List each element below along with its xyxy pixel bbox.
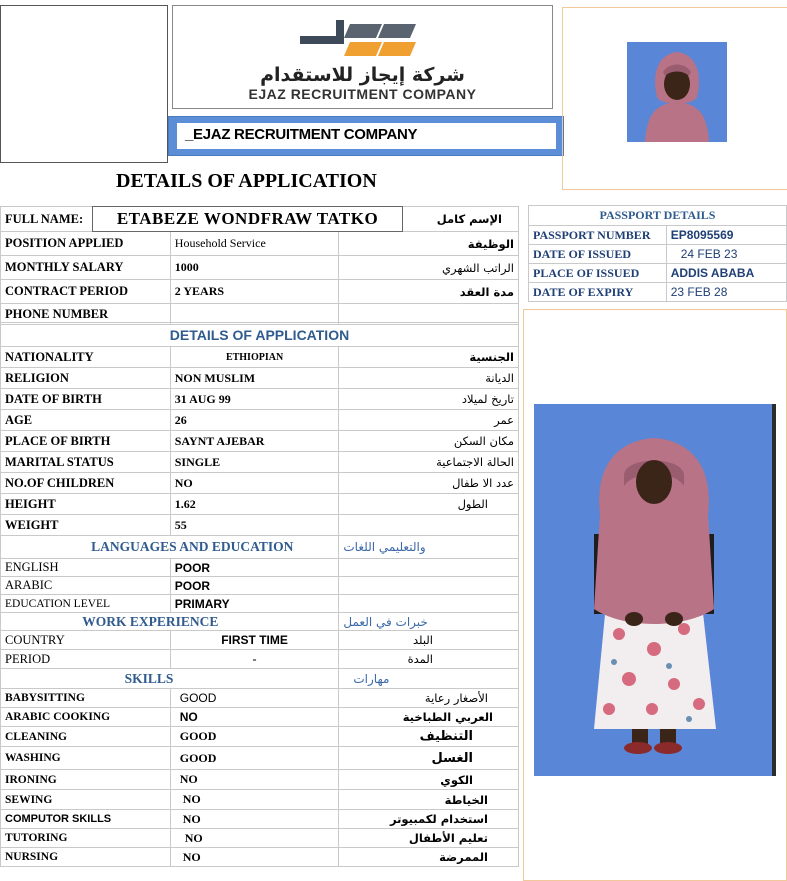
portrait-photo [627,42,727,142]
row-value: NO [170,770,339,790]
table-row [1,708,519,727]
table-row [1,452,519,473]
row-value: ADDIS ABABA [666,264,786,283]
row-label: NURSING [1,848,171,867]
row-label: WEIGHT [1,515,171,536]
table-row [1,790,519,810]
experience-heading-arabic: خبرات في العمل [339,613,519,631]
blank-box [0,5,168,163]
table-row [1,347,519,368]
row-arabic [339,515,519,536]
table-row [1,595,519,613]
table-row [1,727,519,747]
full-body-photo [534,404,776,776]
skills-heading: SKILLS [1,669,339,689]
row-value: FIRST TIME [170,631,339,650]
row-label: TUTORING [1,829,171,848]
table-row [1,770,519,790]
row-value: 24 FEB 23 [666,245,786,264]
languages-heading: LANGUAGES AND EDUCATION [1,536,339,559]
row-label: IRONING [1,770,171,790]
row-value: NO [170,473,339,494]
row-arabic: الراتب الشهري [339,256,519,280]
row-arabic: مكان السكن [339,431,519,452]
passport-heading-row [529,206,787,226]
full-name-label: FULL NAME: [1,207,171,232]
row-label: WASHING [1,747,171,770]
details-heading-row [1,323,519,347]
row-label: PLACE OF ISSUED [529,264,667,283]
full-body-photo-frame [523,309,787,881]
row-value: PRIMARY [170,595,339,613]
row-value: Household Service [170,232,339,256]
table-row [1,650,519,669]
passport-heading: PASSPORT DETAILS [529,206,787,226]
row-label: PERIOD [1,650,171,669]
row-label: CLEANING [1,727,171,747]
row-label: PLACE OF BIRTH [1,431,171,452]
passport-table [528,205,787,302]
table-row [1,631,519,650]
row-arabic: الغسل [339,747,519,770]
page-title: DETAILS OF APPLICATION [116,170,377,192]
row-label: BABYSITTING [1,689,171,708]
row-arabic: عدد الا طفال [339,473,519,494]
row-label: MARITAL STATUS [1,452,171,473]
table-row [1,577,519,595]
row-label: AGE [1,410,171,431]
table-row [1,810,519,829]
row-value: GOOD [170,689,339,708]
row-arabic: الأصغار رعاية [339,689,519,708]
company-name-bar [168,116,564,156]
row-arabic: الوظيفة [339,232,519,256]
row-label: HEIGHT [1,494,171,515]
row-value: 26 [170,410,339,431]
company-logo [172,5,553,109]
row-arabic: عمر [339,410,519,431]
row-arabic: مدة العقد [339,280,519,304]
row-arabic: التنظيف [339,727,519,747]
company-name-text: _EJAZ RECRUITMENT COMPANY [177,123,556,149]
row-value: 55 [170,515,339,536]
row-value: SINGLE [170,452,339,473]
row-arabic: تعليم الأطفال [339,829,519,848]
row-label: CONTRACT PERIOD [1,280,171,304]
row-arabic: المدة [339,650,519,669]
table-row [1,473,519,494]
row-arabic: الكوي [339,770,519,790]
full-name-arabic: الإسم كامل [339,207,519,232]
row-arabic: الديانة [339,368,519,389]
experience-heading: WORK EXPERIENCE [1,613,339,631]
languages-heading-row [1,536,519,559]
table-row [1,368,519,389]
skills-heading-row [1,669,519,689]
row-label: ARABIC COOKING [1,708,171,727]
row-value: 1.62 [170,494,339,515]
experience-heading-row [1,613,519,631]
full-name-value: ETABEZE WONDFRAW TATKO [92,206,403,232]
row-value: NO [170,810,339,829]
row-arabic: استخدام لكمبيوتر [339,810,519,829]
logo-arabic-text: شركة إيجاز للاستقدام [260,64,465,86]
logo-english-text: EJAZ RECRUITMENT COMPANY [248,86,477,102]
row-label: PASSPORT NUMBER [529,226,667,245]
row-arabic: البلد [339,631,519,650]
row-label: MONTHLY SALARY [1,256,171,280]
logo-mark-icon [298,14,428,66]
table-row [1,747,519,770]
portrait-photo-frame [562,7,787,190]
table-row [529,245,787,264]
row-value: ETHIOPIAN [170,347,339,368]
details-heading: DETAILS OF APPLICATION [1,323,519,347]
skills-heading-arabic: مهارات [339,669,519,689]
row-label: DATE OF BIRTH [1,389,171,410]
row-value: NO [170,790,339,810]
table-row [1,515,519,536]
row-value: NO [170,848,339,867]
row-value: - [170,650,339,669]
row-value: GOOD [170,747,339,770]
table-row [1,280,519,304]
row-value: SAYNT AJEBAR [170,431,339,452]
row-value: 23 FEB 28 [666,283,786,302]
row-value: EP8095569 [666,226,786,245]
row-arabic: الخياطة [339,790,519,810]
row-label: PHONE NUMBER [1,304,171,325]
row-label: DATE OF ISSUED [529,245,667,264]
row-label: DATE OF EXPIRY [529,283,667,302]
row-label: SEWING [1,790,171,810]
row-value: POOR [170,559,339,577]
table-row [1,256,519,280]
row-value: 2 YEARS [170,280,339,304]
row-label: RELIGION [1,368,171,389]
table-row [1,848,519,867]
table-row [529,264,787,283]
table-row [1,232,519,256]
row-value: POOR [170,577,339,595]
row-label: COUNTRY [1,631,171,650]
row-arabic: الممرضة [339,848,519,867]
row-label: POSITION APPLIED [1,232,171,256]
table-row [1,431,519,452]
table-row [1,829,519,848]
table-row [529,283,787,302]
row-label: NATIONALITY [1,347,171,368]
row-arabic: الجنسية [339,347,519,368]
row-value: GOOD [170,727,339,747]
table-row [1,389,519,410]
row-arabic: الطول [339,494,519,515]
details-table [0,322,519,867]
table-row [529,226,787,245]
table-row [1,494,519,515]
row-value: NO [170,708,339,727]
row-value: NO [170,829,339,848]
row-value: NON MUSLIM [170,368,339,389]
row-arabic: تاريخ لميلاد [339,389,519,410]
row-label: ARABIC [1,577,171,595]
row-label: ENGLISH [1,559,171,577]
row-value: 1000 [170,256,339,280]
table-row [1,559,519,577]
row-label: COMPUTOR SKILLS [1,810,171,829]
languages-heading-arabic: والتعليمي اللغات [339,536,519,559]
row-label: EDUCATION LEVEL [1,595,171,613]
row-arabic: العربي الطباخية [339,708,519,727]
row-value: 31 AUG 99 [170,389,339,410]
table-row [1,689,519,708]
row-arabic: الحالة الاجتماعية [339,452,519,473]
row-label: NO.OF CHILDREN [1,473,171,494]
table-row [1,410,519,431]
